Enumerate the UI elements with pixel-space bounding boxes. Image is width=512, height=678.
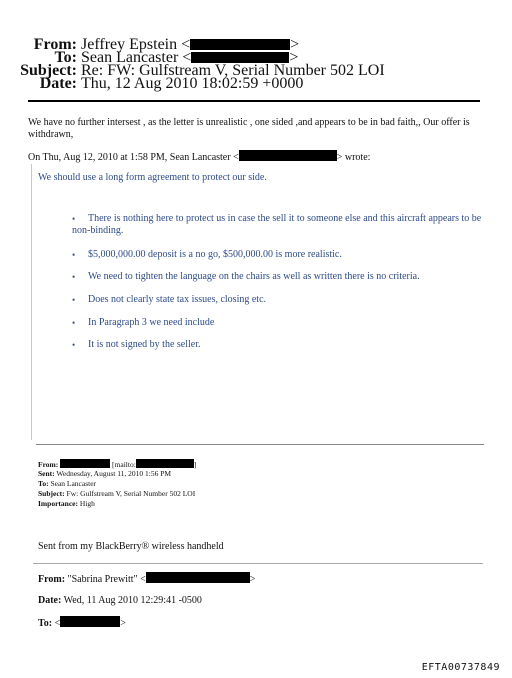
document-id: EFTA00737849: [421, 662, 500, 673]
quote-intro: On Thu, Aug 12, 2010 at 1:58 PM, Sean Lancaster < > wrote:: [28, 152, 371, 163]
redaction-block: [239, 150, 337, 161]
forward-sent-row: Sent: Wednesday, August 11, 2010 1:56 PM: [38, 469, 172, 478]
original-to-row: To: < >: [38, 618, 126, 629]
header-to-value: Sean Lancaster < >: [81, 49, 299, 66]
header-date-value: Thu, 12 Aug 2010 18:02:59 +0000: [81, 75, 304, 92]
header-from-value: Jeffrey Epstein < >: [81, 36, 300, 53]
reply-body: We have no further intersest , as the letter is unrealistic , one sided ,and appears to be in bad faith,, Our offer is withdrawn,: [28, 117, 470, 140]
quote-bar: [31, 164, 32, 440]
original-date-row: Date: Wed, 11 Aug 2010 12:29:41 -0500: [38, 595, 202, 606]
forward-to-row: To: Sean Lancaster: [38, 479, 97, 488]
redaction-block: [146, 572, 250, 583]
header-subject-row: [0, 62, 512, 79]
header-subject-label: Subject:: [20, 62, 77, 79]
forward-subject-row: Subject: Fw: Gulfstream V, Serial Number 502 LOI: [38, 489, 196, 498]
original-divider: [33, 563, 483, 564]
header-date-label: Date:: [39, 75, 77, 92]
header-to-label: To:: [54, 49, 77, 66]
redaction-block: [60, 616, 120, 627]
forward-importance-row: Importance: High: [38, 499, 95, 508]
blackberry-signature: Sent from my BlackBerry® wireless handheld: [38, 541, 224, 552]
header-to-row: [0, 49, 512, 66]
original-from-row: From: "Sabrina Prewitt" < >: [38, 574, 256, 585]
quoted-intro: We should use a long form agreement to protect our side.: [38, 172, 267, 183]
forward-divider: [36, 444, 484, 445]
redaction-block: [60, 459, 110, 468]
header-from-row: [0, 36, 512, 53]
header-date-row: [0, 75, 512, 92]
header-divider: [28, 100, 480, 102]
forward-from-row: From: [mailto: ]: [38, 460, 197, 469]
redaction-block: [136, 459, 194, 468]
header-subject-value: Re: FW: Gulfstream V, Serial Number 502 LOI: [81, 62, 385, 79]
header-from-label: From:: [33, 36, 77, 53]
